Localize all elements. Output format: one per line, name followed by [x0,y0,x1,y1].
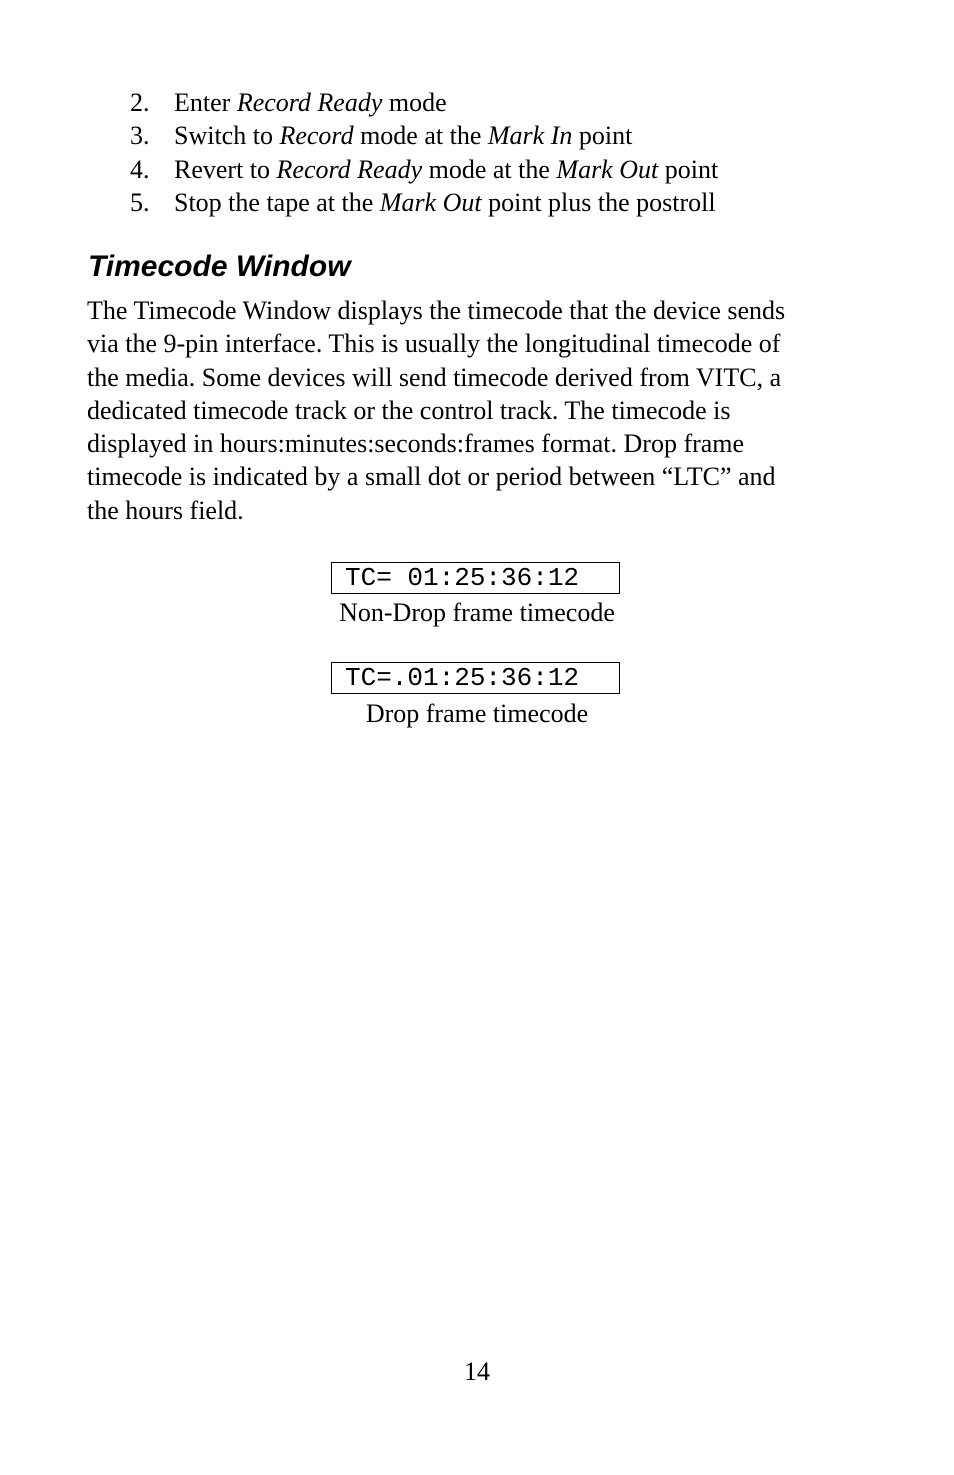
step-item [130,119,718,152]
step-text: Revert to [174,154,277,184]
step-item [130,86,718,119]
step-text: point plus the postroll [481,187,716,217]
step-item [130,153,718,186]
steps-list [130,86,718,219]
body-line: dedicated timecode track or the control track. The timecode is [87,395,731,425]
body-line: timecode is indicated by a small dot or period between “LTC” and [87,462,776,492]
step-number: 3. [130,121,150,151]
step-number: 2. [130,88,150,117]
step-text-italic: Mark Out [379,187,482,217]
step-number: 5. [130,187,150,217]
step-text-italic: Record Ready [276,154,423,184]
step-text: point [572,121,633,151]
step-text: Switch to [174,121,280,151]
non-drop-timecode-display: TC= 01:25:36:12 [331,562,620,594]
step-text-italic: Mark In [487,121,573,151]
body-line: displayed in hours:minutes:seconds:frames format. Drop frame [87,429,745,459]
step-text-italic: Record Ready [236,88,383,117]
section-heading: Timecode Window [88,250,351,283]
step-text-italic: Record [279,121,354,151]
step-text: point [658,154,719,184]
body-line: the hours field. [87,495,244,525]
section-body [87,294,887,527]
step-text: Stop the tape at the [174,187,380,217]
step-item [130,186,718,219]
page-number: 14 [464,1357,490,1386]
step-number: 4. [130,154,150,184]
drop-timecode-display: TC=.01:25:36:12 [331,662,620,694]
non-drop-timecode-caption: Non-Drop frame timecode [339,598,615,627]
step-text: mode [382,88,447,117]
step-text-italic: Mark Out [556,154,659,184]
step-text: mode at the [422,154,557,184]
drop-timecode-caption: Drop frame timecode [365,699,589,728]
step-text: Enter [174,88,237,117]
step-text: mode at the [353,121,488,151]
body-line: the media. Some devices will send timecode derived from VITC, a [87,362,782,392]
body-line: The Timecode Window displays the timecode that the device sends [87,296,786,325]
body-line: via the 9-pin interface. This is usually the longitudinal timecode of [87,329,781,359]
